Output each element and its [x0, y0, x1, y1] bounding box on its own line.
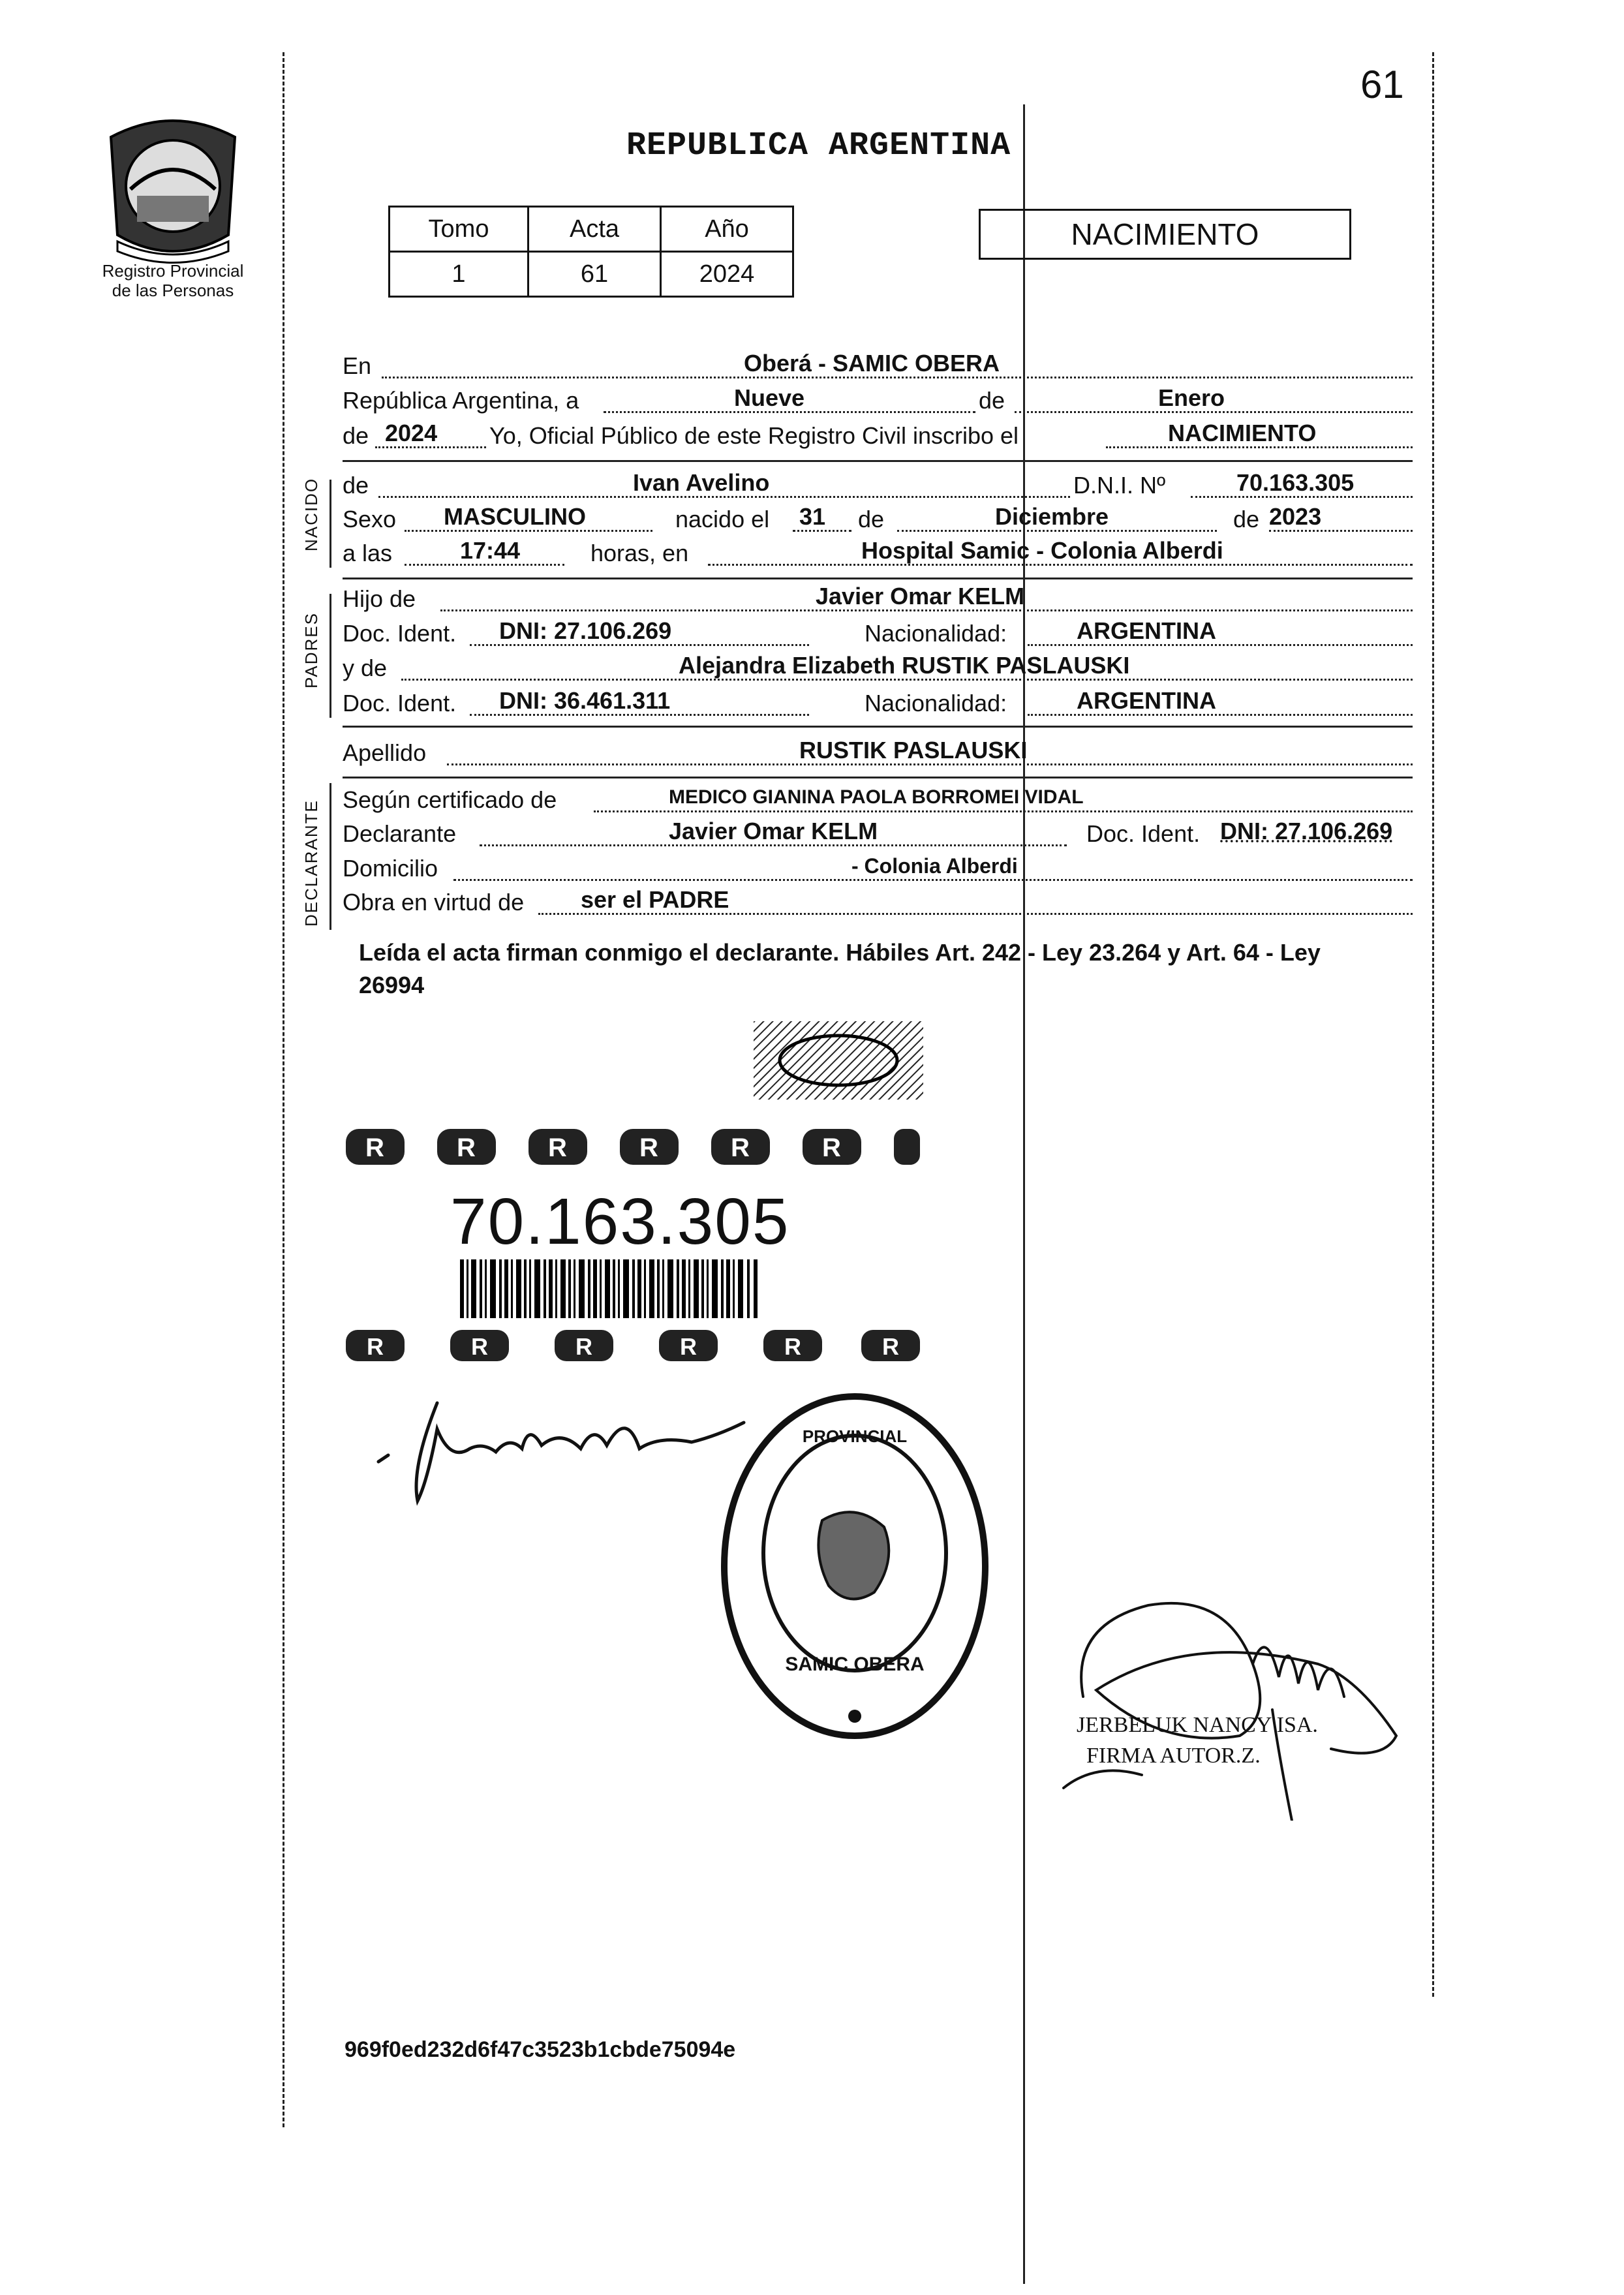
label-de5: de — [1233, 506, 1260, 532]
row-en — [343, 349, 1413, 383]
value-inscribo: NACIMIENTO — [1168, 420, 1317, 446]
barcode-icon — [460, 1259, 760, 1318]
official-name: JERBELUK NANCY ISA. — [1077, 1713, 1318, 1737]
label-docident: Doc. Ident. — [343, 620, 457, 647]
svg-text:R: R — [457, 1133, 476, 1162]
label-republica: República Argentina, a — [343, 387, 579, 414]
logo-caption-line1: Registro Provincial — [102, 261, 244, 281]
svg-text:R: R — [367, 1333, 384, 1360]
row-padre-doc — [343, 617, 1413, 651]
section-label-declarante: DECLARANTE — [301, 799, 321, 927]
row-sexo — [343, 502, 1413, 536]
row-declarante — [343, 817, 1413, 851]
svg-text:R: R — [882, 1333, 899, 1360]
security-strip-top — [339, 1122, 927, 1171]
value-certificado: MEDICO GIANINA PAOLA BORROMEI VIDAL — [669, 786, 1084, 808]
record-header-anio: Año — [661, 207, 793, 252]
label-nacido: nacido el — [675, 506, 770, 532]
svg-text:R: R — [548, 1133, 567, 1162]
value-madre-nac: ARGENTINA — [1077, 687, 1216, 714]
value-dni: 70.163.305 — [1236, 469, 1355, 496]
record-value-acta: 61 — [529, 252, 661, 297]
closing-text: Leída el acta firman conmigo el declarante. Hábiles Art. 242 - Ley 23.264 y Art. 64 - Ley 26994 — [359, 939, 1321, 998]
document-title: REPUBLICA ARGENTINA — [626, 127, 1011, 164]
section-divider — [329, 594, 331, 718]
row-madre — [343, 651, 1413, 685]
value-lugar-nacimiento: Hospital Samic - Colonia Alberdi — [861, 537, 1223, 564]
value-lugar-inscripcion: Oberá - SAMIC OBERA — [744, 350, 1000, 377]
value-declarante: Javier Omar KELM — [669, 818, 878, 844]
official-title: FIRMA AUTOR.Z. — [1086, 1744, 1261, 1768]
label-alas: a las — [343, 540, 393, 566]
label-de3: de — [343, 472, 369, 499]
value-nac-anio: 2023 — [1269, 503, 1322, 530]
row-domicilio — [343, 852, 1413, 886]
label-sexo: Sexo — [343, 506, 397, 532]
record-value-anio: 2024 — [661, 252, 793, 297]
value-obra: ser el PADRE — [581, 886, 729, 913]
svg-text:R: R — [731, 1133, 750, 1162]
svg-text:R: R — [822, 1133, 841, 1162]
label-de4: de — [858, 506, 885, 532]
svg-text:SAMIC OBERA: SAMIC OBERA — [785, 1654, 925, 1675]
record-value-tomo: 1 — [390, 252, 529, 297]
label-nacionalidad: Nacionalidad: — [865, 690, 1007, 716]
value-madre-doc: DNI: 36.461.311 — [499, 687, 671, 714]
label-en: En — [343, 352, 372, 379]
value-mes: Enero — [1158, 384, 1225, 411]
row-republica — [343, 384, 1413, 418]
logo-caption-line2: de las Personas — [112, 281, 234, 300]
svg-text:R: R — [784, 1333, 801, 1360]
value-hora: 17:44 — [460, 537, 521, 564]
svg-text:R: R — [471, 1333, 488, 1360]
sticker-dni: 70.163.305 — [450, 1185, 790, 1258]
label-horas: horas, en — [590, 540, 689, 566]
value-padre-nac: ARGENTINA — [1077, 617, 1216, 644]
value-dia: Nueve — [734, 384, 805, 411]
row-hijo — [343, 582, 1413, 616]
section-divider — [329, 783, 331, 930]
label-decl-doc: Doc. Ident. — [1086, 820, 1201, 847]
value-anio: 2024 — [385, 420, 438, 446]
section-divider — [329, 480, 331, 568]
label-de2: de — [343, 422, 369, 449]
label-de: de — [979, 387, 1005, 414]
svg-text:R: R — [680, 1333, 697, 1360]
label-yde: y de — [343, 655, 388, 681]
label-obra: Obra en virtud de — [343, 889, 525, 916]
value-padre: Javier Omar KELM — [816, 583, 1025, 609]
svg-text:R: R — [365, 1133, 384, 1162]
value-nac-mes: Diciembre — [995, 503, 1109, 530]
label-nacionalidad: Nacionalidad: — [865, 620, 1007, 647]
label-oficial: Yo, Oficial Público de este Registro Civil inscribo el — [489, 422, 1019, 449]
value-madre: Alejandra Elizabeth RUSTIK PASLAUSKI — [679, 652, 1130, 679]
label-declarante: Declarante — [343, 820, 457, 847]
record-header-acta: Acta — [529, 207, 661, 252]
row-obra — [343, 886, 1413, 919]
section-label-nacido: NACIDO — [301, 477, 321, 551]
svg-text:R: R — [575, 1333, 592, 1360]
label-hijo: Hijo de — [343, 585, 416, 612]
svg-text:R: R — [639, 1133, 658, 1162]
document-hash: 969f0ed232d6f47c3523b1cbde75094e — [345, 2037, 736, 2062]
misiones-seal-icon — [98, 111, 248, 268]
value-sexo: MASCULINO — [444, 503, 586, 530]
record-table — [388, 206, 794, 298]
row-nombre — [343, 469, 1413, 502]
value-padre-doc: DNI: 27.106.269 — [499, 617, 672, 644]
declarant-signature — [365, 1383, 757, 1514]
section-label-padres: PADRES — [301, 612, 321, 688]
row-certificado — [343, 783, 1413, 817]
record-header-tomo: Tomo — [390, 207, 529, 252]
value-domicilio: - Colonia Alberdi — [851, 854, 1018, 878]
label-certificado: Según certificado de — [343, 786, 557, 813]
left-margin-line — [283, 52, 284, 2127]
page-number: 61 — [1360, 63, 1404, 106]
row-madre-doc — [343, 686, 1413, 720]
label-domicilio: Domicilio — [343, 855, 438, 882]
row-apellido — [343, 736, 1413, 770]
value-decl-doc: DNI: 27.106.269 — [1220, 818, 1393, 844]
svg-text:PROVINCIAL: PROVINCIAL — [802, 1426, 908, 1446]
official-stamp — [711, 1383, 998, 1749]
label-apellido: Apellido — [343, 739, 427, 766]
security-strip-bottom — [339, 1325, 927, 1367]
row-hora — [343, 536, 1413, 570]
row-anio — [343, 419, 1413, 453]
value-nombre: Ivan Avelino — [633, 469, 770, 496]
value-apellido: RUSTIK PASLAUSKI — [799, 737, 1028, 763]
official-signature — [1057, 1586, 1435, 1821]
hologram-patch-icon — [754, 1021, 923, 1100]
value-nac-dia: 31 — [799, 503, 826, 530]
label-docident: Doc. Ident. — [343, 690, 457, 716]
label-dni: D.N.I. Nº — [1073, 472, 1166, 499]
record-type-box: NACIMIENTO — [979, 209, 1351, 260]
